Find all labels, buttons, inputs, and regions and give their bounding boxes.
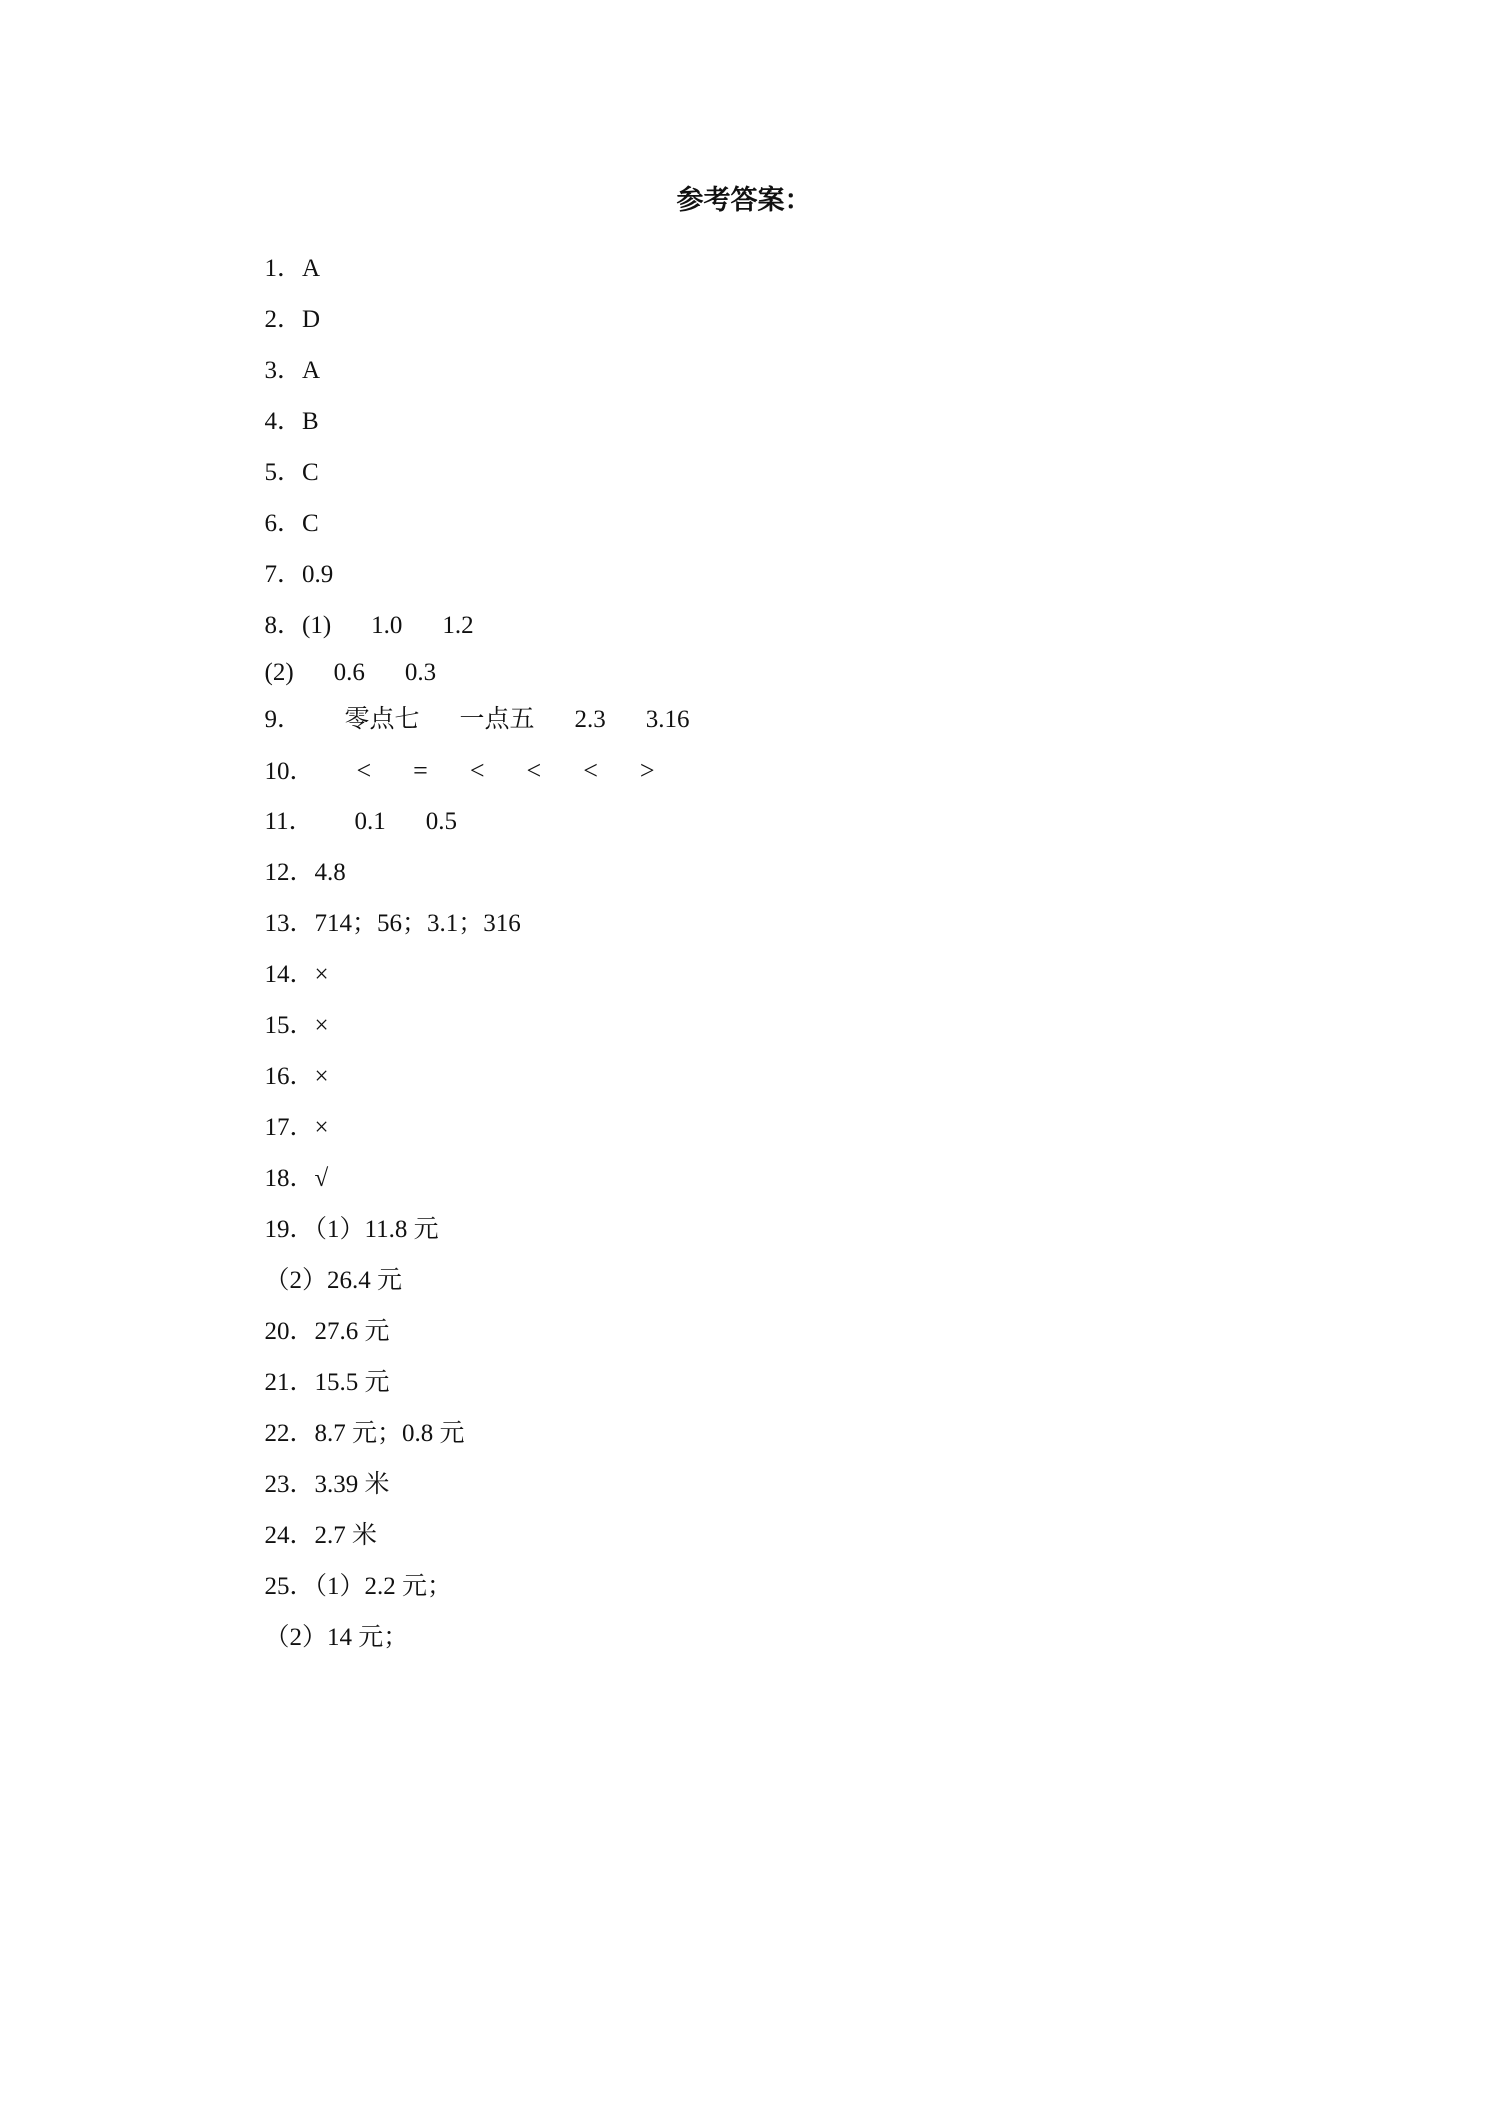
- answer-number: 10．: [264, 758, 315, 785]
- answer-value: 3.16: [645, 706, 690, 733]
- answer-number: 21．: [264, 1369, 315, 1396]
- answer-number: 25．（1）: [264, 1573, 365, 1600]
- answer-value: ×: [314, 961, 329, 988]
- answer-number: 3．: [264, 357, 303, 384]
- answer-number: 5．: [264, 459, 303, 486]
- answer-value: 2.7 米: [314, 1522, 378, 1549]
- answer-number: （2）: [264, 1624, 328, 1651]
- answer-number: 9．: [264, 706, 303, 733]
- answer-number: 4．: [264, 408, 303, 435]
- answer-value: 零点七: [344, 706, 420, 733]
- answer-number: 22．: [264, 1420, 315, 1447]
- answer-value: 4.8: [314, 859, 346, 886]
- answer-value: 2.2 元；: [364, 1573, 453, 1600]
- answer-value: ×: [314, 1114, 329, 1141]
- answer-value: 2.3: [574, 706, 606, 733]
- answer-number: 16．: [264, 1063, 315, 1090]
- answer-number: 8．(1): [264, 612, 332, 639]
- answer-number: 6．: [264, 510, 303, 537]
- comparison-symbol: <: [469, 756, 485, 785]
- answer-number: 14．: [264, 961, 315, 988]
- answer-value: 一点五: [459, 706, 535, 733]
- answer-number: 2．: [264, 306, 303, 333]
- answer-value: 1.2: [442, 612, 474, 639]
- answer-value: C: [302, 459, 319, 486]
- answer-number: 15．: [264, 1012, 315, 1039]
- answer-value: D: [302, 306, 321, 333]
- answer-number: 7．: [264, 561, 303, 588]
- answer-value: 15.5 元: [314, 1369, 390, 1396]
- answer-value: 8.7 元；0.8 元: [314, 1420, 465, 1447]
- answer-value: 3.39 米: [314, 1471, 390, 1498]
- answer-1: [227, 215, 697, 282]
- answer-value: A: [302, 357, 321, 384]
- answer-value: 14 元；: [327, 1624, 409, 1651]
- answer-value: ×: [314, 1012, 329, 1039]
- comparison-symbol: =: [413, 756, 428, 785]
- answer-number: 24．: [264, 1522, 315, 1549]
- answer-value: 714；56；3.1；316: [314, 910, 521, 937]
- answer-number: 17．: [264, 1114, 315, 1141]
- answer-number: 20．: [264, 1318, 315, 1345]
- answer-value: 26.4 元: [327, 1267, 403, 1294]
- answer-value: 0.3: [404, 659, 437, 686]
- comparison-symbol: <: [526, 756, 542, 785]
- answer-value: ×: [314, 1063, 329, 1090]
- answer-value: A: [302, 255, 321, 282]
- answer-number: (2): [264, 659, 294, 686]
- answer-value: 27.6 元: [314, 1318, 390, 1345]
- answer-value: 0.9: [302, 561, 334, 588]
- answer-value: √: [314, 1165, 329, 1192]
- answer-value: 0.5: [425, 808, 457, 835]
- answer-number: 1．: [264, 255, 303, 282]
- answer-number: 11．: [264, 808, 314, 835]
- answer-list: [227, 215, 697, 1651]
- answer-value: 1.0: [371, 612, 403, 639]
- comparison-symbol: >: [639, 756, 655, 785]
- comparison-symbol: <: [356, 756, 372, 785]
- answer-number: （2）: [264, 1267, 328, 1294]
- answer-value: B: [302, 408, 319, 435]
- page-title: 参考答案：: [676, 185, 812, 215]
- answer-value: 0.1: [354, 808, 386, 835]
- answer-number: 13．: [264, 910, 315, 937]
- answer-number: 19．（1）: [264, 1216, 365, 1243]
- answer-number: 23．: [264, 1471, 315, 1498]
- comparison-symbol: <: [583, 756, 598, 785]
- answer-value: C: [302, 510, 319, 537]
- answer-number: 18．: [264, 1165, 315, 1192]
- answer-value: 11.8 元: [364, 1216, 439, 1243]
- answer-value: 0.6: [333, 659, 365, 686]
- answer-number: 12．: [264, 859, 315, 886]
